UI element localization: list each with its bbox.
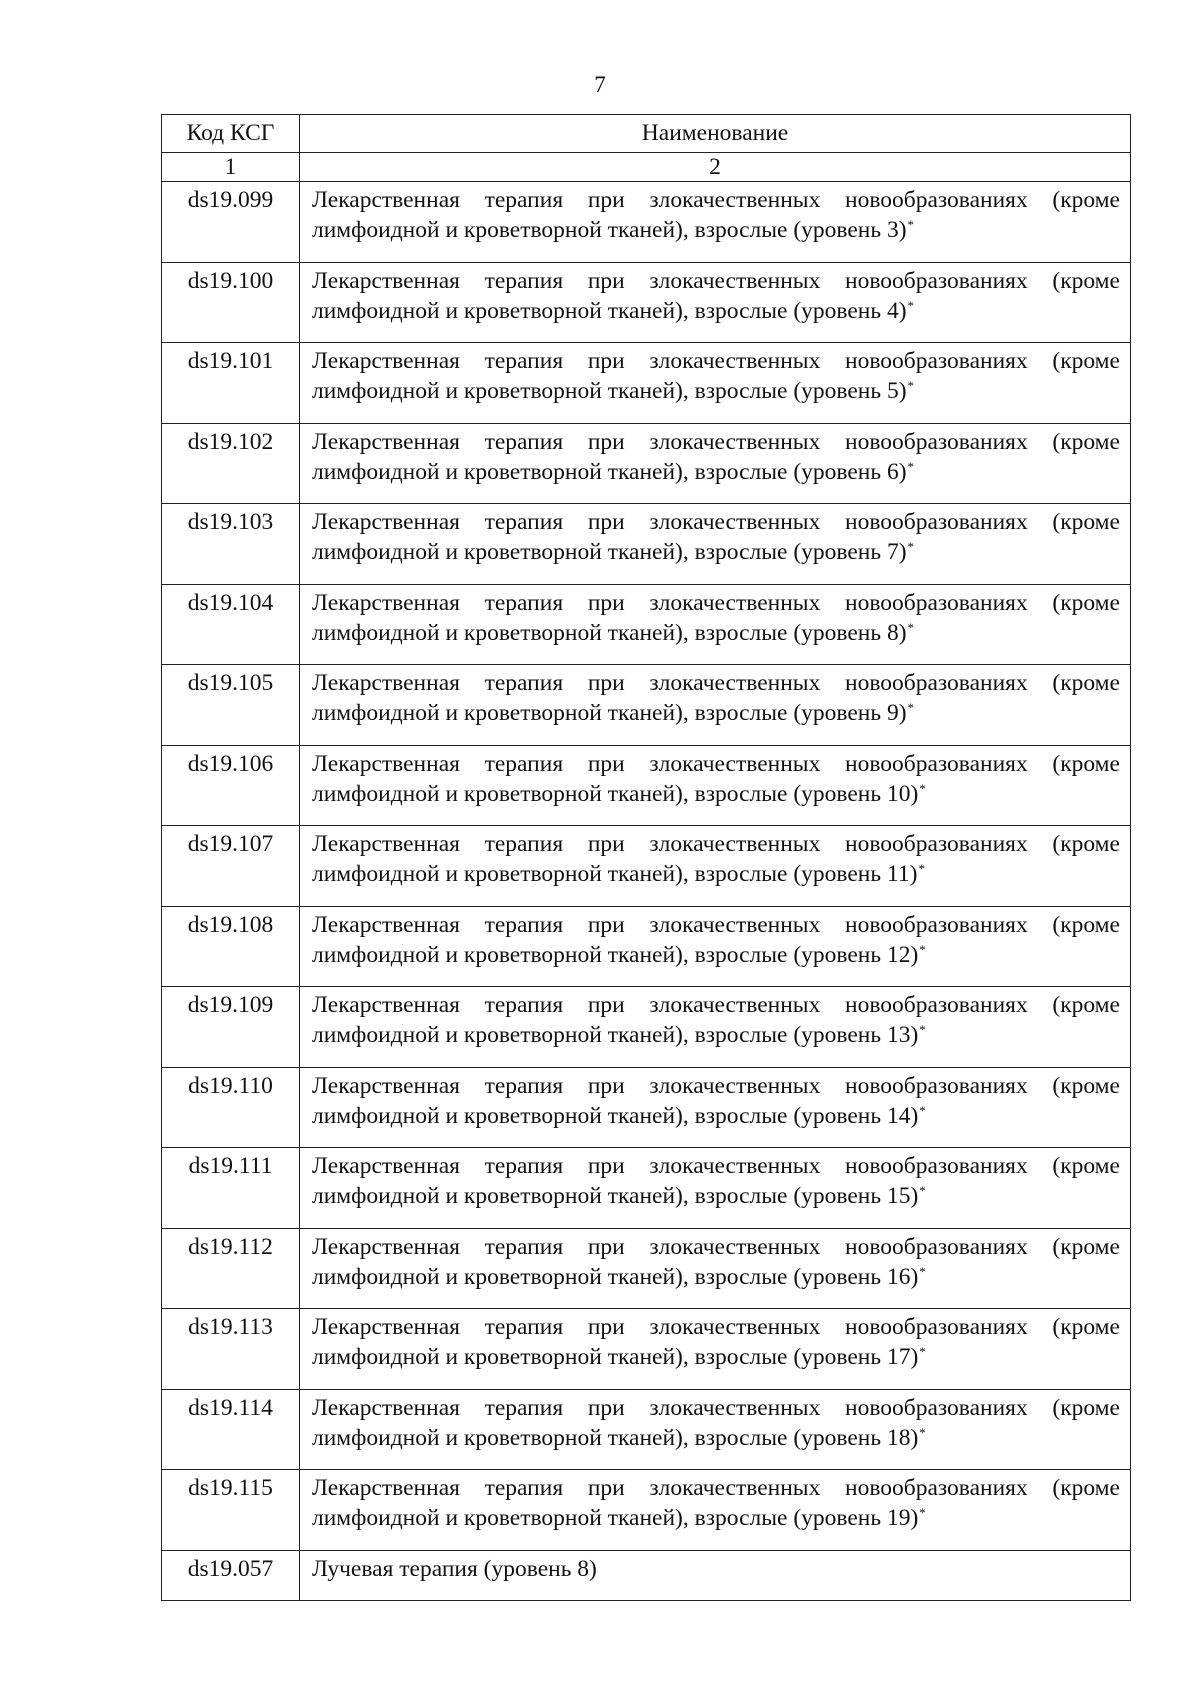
table-row — [162, 182, 1131, 263]
ksg-name-text: Лекарственная терапия при злокачественных новообразованиях (кроме лимфоидной и кроветворной тканей), взрослые (уровень 16) — [312, 1233, 1120, 1290]
ksg-name-text: Лекарственная терапия при злокачественных новообразованиях (кроме лимфоидной и кроветворной тканей), взрослые (уровень 19) — [312, 1475, 1120, 1531]
header-name: Наименование — [300, 115, 1131, 153]
ksg-code-cell: ds19.057 — [162, 1550, 300, 1600]
ksg-name-cell — [300, 262, 1131, 343]
ksg-code-cell: ds19.100 — [162, 262, 300, 343]
ksg-name-cell — [300, 343, 1131, 424]
footnote-mark: * — [907, 217, 915, 232]
table-row — [162, 1067, 1131, 1148]
footnote-mark: * — [919, 1183, 926, 1198]
table-row — [162, 1148, 1131, 1229]
footnote-mark: * — [907, 458, 915, 474]
ksg-name-cell — [300, 182, 1131, 263]
table-row — [162, 584, 1131, 665]
ksg-name-cell — [300, 1309, 1131, 1390]
footnote-mark: * — [919, 1263, 926, 1279]
ksg-name-text: Лекарственная терапия при злокачественных новообразованиях (кроме лимфоидной и кроветворной тканей), взрослые (уровень 11) — [312, 831, 1120, 887]
ksg-name-cell — [300, 1470, 1131, 1551]
footnote-mark: * — [918, 861, 925, 876]
ksg-name-text: Лекарственная терапия при злокачественных новообразованиях (кроме лимфоидной и кроветворной тканей), взрослые (уровень 13) — [312, 992, 1120, 1048]
table-row — [162, 1389, 1131, 1470]
table-row — [162, 665, 1131, 746]
ksg-name-cell — [300, 665, 1131, 746]
ksg-code-cell: ds19.113 — [162, 1309, 300, 1390]
table-row — [162, 826, 1131, 907]
footnote-mark: * — [919, 780, 926, 796]
ksg-name-cell — [300, 906, 1131, 987]
ksg-name-text: Лекарственная терапия при злокачественных новообразованиях (кроме лимфоидной и кроветворной тканей), взрослые (уровень 5) — [312, 348, 1120, 404]
table-header-row — [162, 115, 1131, 153]
ksg-name-text: Лекарственная терапия при злокачественных новообразованиях (кроме лимфоидной и кроветворной тканей), взрослые (уровень 3) — [312, 187, 1120, 243]
ksg-name-cell — [300, 1067, 1131, 1148]
footnote-mark: * — [919, 1022, 926, 1037]
table-row — [162, 906, 1131, 987]
footnote-mark: * — [907, 297, 915, 313]
ksg-name-text: Лекарственная терапия при злокачественных новообразованиях (кроме лимфоидной и кроветворной тканей), взрослые (уровень 9) — [312, 670, 1120, 726]
ksg-name-text: Лекарственная терапия при злокачественных новообразованиях (кроме лимфоидной и кроветворной тканей), взрослые (уровень 15) — [312, 1153, 1120, 1209]
ksg-name-text: Лекарственная терапия при злокачественных новообразованиях (кроме лимфоидной и кроветворной тканей), взрослые (уровень 4) — [312, 267, 1120, 324]
table-row — [162, 343, 1131, 424]
ksg-name-cell — [300, 1228, 1131, 1309]
ksg-table — [161, 114, 1131, 1601]
ksg-code-cell: ds19.109 — [162, 987, 300, 1068]
table-row — [162, 987, 1131, 1068]
footnote-mark: * — [919, 941, 926, 957]
table-row — [162, 1309, 1131, 1390]
ksg-code-cell: ds19.108 — [162, 906, 300, 987]
footnote-mark: * — [907, 700, 915, 715]
ksg-name-cell — [300, 987, 1131, 1068]
ksg-name-cell — [300, 1148, 1131, 1229]
ksg-code-cell: ds19.104 — [162, 584, 300, 665]
ksg-name-cell — [300, 584, 1131, 665]
ksg-code-cell: ds19.099 — [162, 182, 300, 263]
ksg-name-cell — [300, 423, 1131, 504]
column-number-1: 1 — [162, 153, 300, 182]
ksg-name-text: Лекарственная терапия при злокачественных новообразованиях (кроме лимфоидной и кроветворной тканей), взрослые (уровень 18) — [312, 1394, 1120, 1451]
ksg-code-cell: ds19.115 — [162, 1470, 300, 1551]
footnote-mark: * — [919, 1102, 926, 1118]
ksg-name-text: Лучевая терапия (уровень 8) — [312, 1555, 597, 1582]
table-row — [162, 745, 1131, 826]
table-row — [162, 1228, 1131, 1309]
ksg-code-cell: ds19.110 — [162, 1067, 300, 1148]
footnote-mark: * — [919, 1424, 926, 1440]
footnote-mark: * — [919, 1505, 926, 1520]
ksg-name-text: Лекарственная терапия при злокачественных новообразованиях (кроме лимфоидной и кроветворной тканей), взрослые (уровень 17) — [312, 1314, 1120, 1370]
ksg-code-cell: ds19.105 — [162, 665, 300, 746]
ksg-name-cell — [300, 504, 1131, 585]
ksg-code-cell: ds19.114 — [162, 1389, 300, 1470]
ksg-name-cell — [300, 745, 1131, 826]
ksg-name-text: Лекарственная терапия при злокачественных новообразованиях (кроме лимфоидной и кроветворной тканей), взрослые (уровень 6) — [312, 428, 1120, 485]
page-number: 7 — [594, 72, 606, 97]
footnote-mark: * — [907, 539, 915, 554]
ksg-code-cell: ds19.101 — [162, 343, 300, 424]
ksg-name-cell — [300, 826, 1131, 907]
ksg-code-cell: ds19.107 — [162, 826, 300, 907]
footnote-mark: * — [919, 1344, 926, 1359]
ksg-name-cell — [300, 1389, 1131, 1470]
table-row — [162, 262, 1131, 343]
ksg-code-cell: ds19.106 — [162, 745, 300, 826]
table-row — [162, 504, 1131, 585]
ksg-code-cell: ds19.111 — [162, 1148, 300, 1229]
ksg-name-text: Лекарственная терапия при злокачественных новообразованиях (кроме лимфоидной и кроветворной тканей), взрослые (уровень 7) — [312, 509, 1120, 565]
header-code: Код КСГ — [162, 115, 300, 153]
ksg-code-cell: ds19.102 — [162, 423, 300, 504]
ksg-name-text: Лекарственная терапия при злокачественных новообразованиях (кроме лимфоидной и кроветворной тканей), взрослые (уровень 8) — [312, 589, 1120, 646]
column-number-2: 2 — [300, 153, 1131, 182]
ksg-code-cell: ds19.112 — [162, 1228, 300, 1309]
table-row — [162, 1550, 1131, 1600]
table-row — [162, 423, 1131, 504]
footnote-mark: * — [907, 619, 915, 635]
table-row — [162, 1470, 1131, 1551]
footnote-mark: * — [907, 378, 915, 393]
ksg-code-cell: ds19.103 — [162, 504, 300, 585]
table-body — [162, 182, 1131, 1601]
ksg-name-cell — [300, 1550, 1131, 1600]
header-edge-mask — [1131, 112, 1141, 162]
ksg-name-text: Лекарственная терапия при злокачественных новообразованиях (кроме лимфоидной и кроветворной тканей), взрослые (уровень 10) — [312, 750, 1120, 807]
column-number-row — [162, 153, 1131, 182]
ksg-name-text: Лекарственная терапия при злокачественных новообразованиях (кроме лимфоидной и кроветворной тканей), взрослые (уровень 14) — [312, 1072, 1120, 1129]
ksg-name-text: Лекарственная терапия при злокачественных новообразованиях (кроме лимфоидной и кроветворной тканей), взрослые (уровень 12) — [312, 911, 1120, 968]
